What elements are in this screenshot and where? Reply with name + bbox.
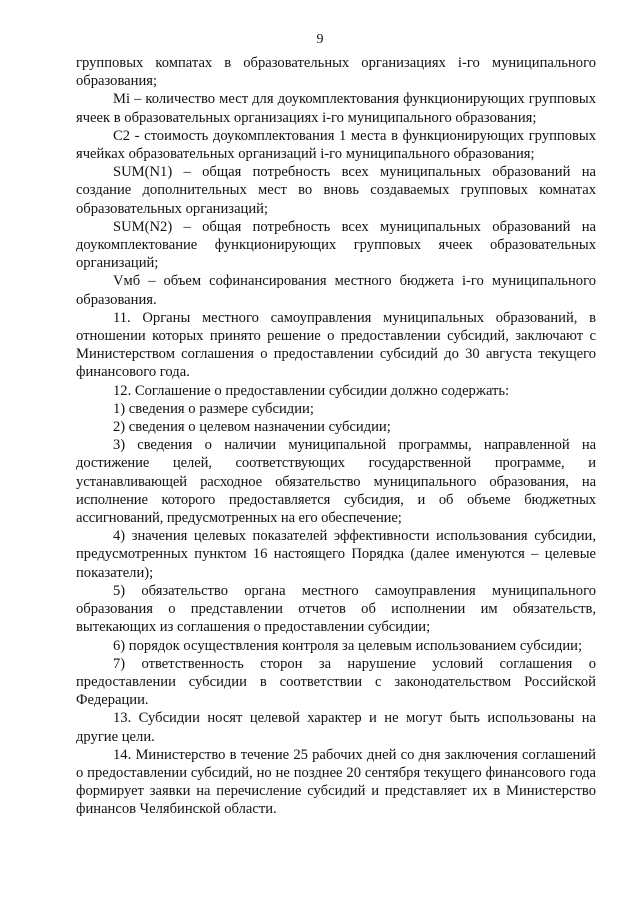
paragraph-subitem-7: 7) ответственность сторон за нарушение условий соглашения о предоставлении субсидии в соответствии с законодательством Российской Федерации. — [76, 655, 596, 709]
paragraph-subitem-6: 6) порядок осуществления контроля за целевым использованием субсидии; — [113, 637, 583, 654]
paragraph-subitem-1: 1) сведения о размере субсидии; — [113, 400, 314, 417]
paragraph-item-12: 12. Соглашение о предоставлении субсидии должно содержать: — [113, 382, 510, 399]
paragraph-definition-sum-n1: SUM(N1) – общая потребность всех муниципальных образований на создание дополнительных мест во вновь создаваемых групповых комнатах образовательных организаций; — [76, 164, 596, 217]
paragraph-definition-c2: C2 - стоимость доукомплектования 1 места в функционирующих групповых ячейках образовательных организаций i-го муниципального образования; — [76, 127, 596, 163]
paragraph-definition-sum-n2: SUM(N2) – общая потребность всех муниципальных образований на доукомплектование функционирующих групповых ячеек образовательных организаций; — [76, 218, 596, 272]
paragraph-item-13: 13. Субсидии носят целевой характер и не могут быть использованы на другие цели. — [76, 710, 596, 745]
paragraph-definition-vmb: Vмб – объем софинансирования местного бюджета i-го муниципального образования. — [76, 273, 596, 308]
document-body — [76, 54, 596, 819]
paragraph-subitem-4: 4) значения целевых показателей эффективности использования субсидии, предусмотренных пунктом 16 настоящего Порядка (далее именуются – целевые показатели); — [76, 528, 596, 581]
paragraph-item-14: 14. Министерство в течение 25 рабочих дней со дня заключения соглашений о предоставлении субсидий, но не позднее 20 сентября текущего финансового года формирует заявки на перечисление субсидий и представляет их в Министерство финансов Челябинской области. — [76, 746, 596, 818]
paragraph-item-11: 11. Органы местного самоуправления муниципальных образований, в отношении которых принято решение о предоставлении субсидий, заключают с Министерством соглашения о предоставлении субсидий до 30 августа текущего финансового года. — [76, 309, 596, 381]
paragraph-continuation: групповых компатах в образовательных организациях i-го муниципального образования; — [76, 55, 596, 90]
page-number: 9 — [316, 32, 324, 47]
paragraph-definition-mi: Mi – количество мест для доукомплектования функционирующих групповых ячеек в образовательных организациях i-го муниципального образования; — [76, 91, 596, 126]
paragraph-subitem-2: 2) сведения о целевом назначении субсидии; — [113, 419, 391, 436]
paragraph-subitem-3: 3) сведения о наличии муниципальной программы, направленной на достижение целей, соответствующих государственной программе, и устанавливающей расходное обязательство муниципального образования, на исполнение которого предоставляется субсидия, и об объеме бюджетных ассигнований, предусмотренных на его обеспечение; — [76, 437, 596, 527]
paragraph-subitem-5: 5) обязательство органа местного самоуправления муниципального образования о представлении отчетов об исполнении им обязательств, вытекающих из соглашения о предоставлении субсидии; — [76, 582, 596, 636]
